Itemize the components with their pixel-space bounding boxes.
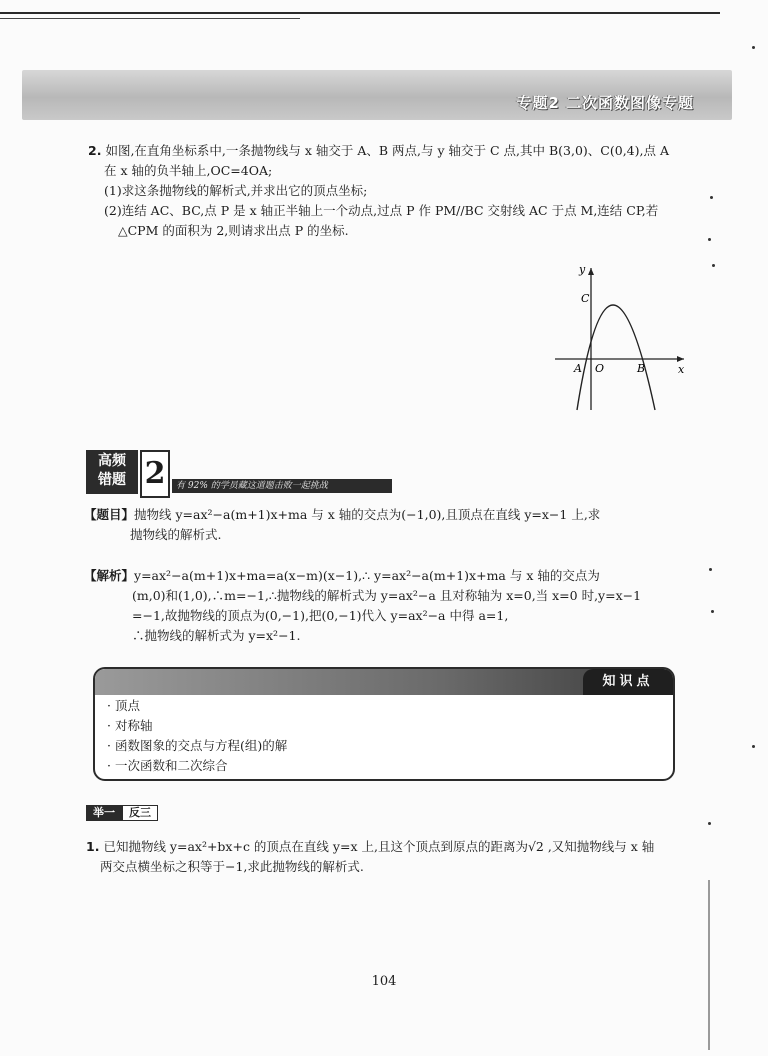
- x-axis-arrow: [677, 356, 684, 362]
- point-a-label: A: [574, 362, 582, 375]
- banner-title: 专题2 二次函数图像专题: [516, 94, 694, 112]
- parabola-graph: [550, 260, 690, 415]
- header-banner: [22, 70, 732, 120]
- y-axis-arrow: [588, 268, 594, 275]
- scan-speck: [708, 822, 711, 825]
- practice-problem: [86, 837, 706, 877]
- question-line2: 抛物线的解析式.: [130, 527, 222, 542]
- practice-badge-right: 反三: [122, 805, 158, 821]
- problem-2-part2a: (2)连结 AC、BC,点 P 是 x 轴正半轴上一个动点,过点 P 作 PM//BC 交射线 AC 于点 M,连结 CP,若: [104, 203, 659, 218]
- problem-2-line2: 在 x 轴的负半轴上,OC=4OA;: [104, 163, 273, 178]
- knowledge-item: · 顶点: [107, 698, 140, 713]
- problem-text: 如图,在直角坐标系中,一条抛物线与 x 轴交于 A、B 两点,与 y 轴交于 C 点,其中 B(3,0)、C(0,4),点 A: [105, 143, 669, 158]
- origin-label: O: [595, 362, 605, 375]
- problem-2: [88, 141, 698, 241]
- badge-line1: 高频: [98, 453, 126, 469]
- parabola-curve: [577, 305, 655, 410]
- point-b-label: B: [637, 362, 646, 375]
- practice-badge-left: 举一: [86, 805, 122, 821]
- analysis-tag: 【解析】: [84, 568, 135, 583]
- knowledge-item: · 一次函数和二次综合: [107, 758, 228, 773]
- scan-speck: [711, 610, 714, 613]
- analysis-line1: [84, 566, 704, 586]
- scan-speck: [712, 264, 715, 267]
- question-line1: [84, 505, 704, 525]
- analysis-block: [84, 566, 704, 646]
- top-border-line: [0, 12, 720, 14]
- practice-line2: 两交点横坐标之积等于−1,求此抛物线的解析式.: [100, 859, 364, 874]
- analysis-text: y=ax²−a(m+1)x+ma=a(x−m)(x−1),∴ y=ax²−a(m+1)x+ma 与 x 轴的交点为: [134, 568, 600, 583]
- point-c-label: C: [581, 292, 590, 305]
- badge-number: 2: [140, 450, 170, 498]
- problem-number: 2.: [88, 143, 102, 158]
- scan-edge-line: [708, 880, 710, 1050]
- practice-line1: [86, 837, 706, 857]
- high-frequency-badge: [86, 450, 138, 494]
- analysis-line2: (m,0)和(1,0),∴m=−1,∴抛物线的解析式为 y=ax²−a 且对称轴为 x=0,当 x=0 时,y=x−1: [132, 588, 642, 603]
- x-axis-label: x: [678, 363, 685, 376]
- question-block: [84, 505, 704, 545]
- knowledge-item: · 对称轴: [107, 718, 153, 733]
- knowledge-title: 知识点: [583, 669, 673, 695]
- badge-note: 有 92% 的学员藏这道题击败一起挑战: [172, 479, 392, 493]
- practice-number: 1.: [86, 839, 100, 854]
- question-tag: 【题目】: [84, 507, 135, 522]
- analysis-line3: =−1,故抛物线的顶点为(0,−1),把(0,−1)代入 y=ax²−a 中得 a=1,: [132, 608, 509, 623]
- y-axis-label: y: [579, 263, 586, 276]
- analysis-line4: ∴抛物线的解析式为 y=x²−1.: [132, 628, 301, 643]
- knowledge-box: [93, 667, 675, 781]
- practice-text: 已知抛物线 y=ax²+bx+c 的顶点在直线 y=x 上,且这个顶点到原点的距离为√2 ,又知抛物线与 x 轴: [103, 839, 655, 854]
- page-number: 104: [371, 974, 397, 989]
- badge-line2: 错题: [98, 472, 126, 488]
- scan-speck: [752, 46, 755, 49]
- scan-speck: [709, 568, 712, 571]
- problem-2-part2b: △CPM 的面积为 2,则请求出点 P 的坐标.: [118, 223, 349, 238]
- question-text: 抛物线 y=ax²−a(m+1)x+ma 与 x 轴的交点为(−1,0),且顶点在直线 y=x−1 上,求: [134, 507, 601, 522]
- problem-2-line1: [88, 141, 698, 161]
- scan-speck: [708, 238, 711, 241]
- scan-speck: [710, 196, 713, 199]
- top-border-line-thin: [0, 18, 300, 19]
- scan-speck: [752, 745, 755, 748]
- knowledge-item: · 函数图象的交点与方程(组)的解: [107, 738, 288, 753]
- problem-2-part1: (1)求这条抛物线的解析式,并求出它的顶点坐标;: [104, 183, 368, 198]
